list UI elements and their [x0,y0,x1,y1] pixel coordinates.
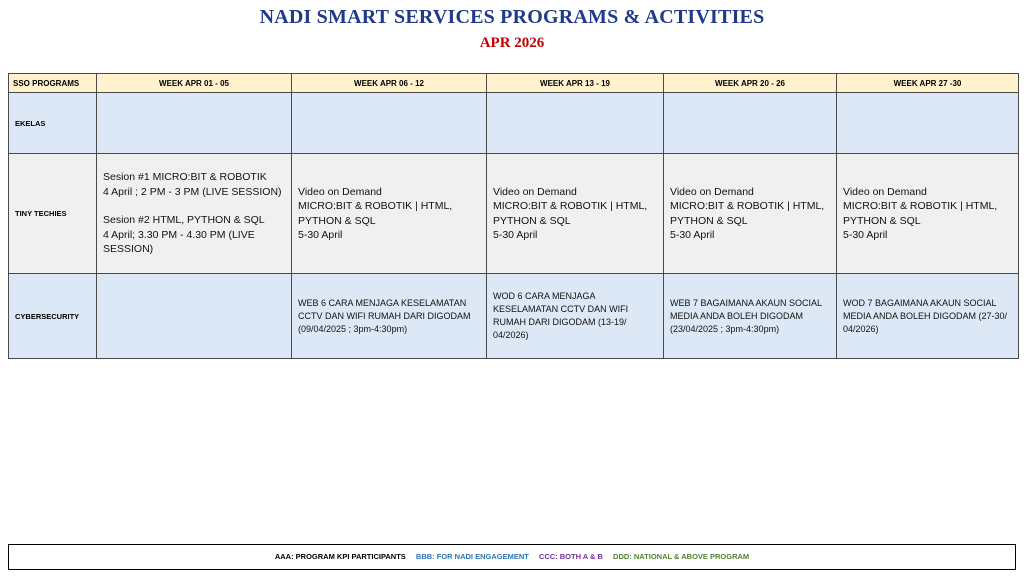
cell-line: MICRO:BIT & ROBOTIK | HTML, PYTHON & SQL [670,200,825,227]
cell-cybersecurity-week-2: WEB 6 CARA MENJAGA KESELAMATAN CCTV DAN WIFI RUMAH DARI DIGODAM (09/04/2025 ; 3pm-4:30pm) [292,274,487,359]
page-subtitle: APR 2026 [479,35,545,51]
header-programs: SSO PROGRAMS [9,74,97,93]
table-header-row [9,74,1019,93]
header-week-5: WEEK APR 27 -30 [837,74,1019,93]
legend-item-ddd: DDD: NATIONAL & ABOVE PROGRAM [613,552,750,561]
cell-cybersecurity-week-1 [97,274,292,359]
cell-line: Video on Demand [298,185,382,198]
cell-ekelas-week-4 [664,93,837,154]
header-week-4: WEEK APR 20 - 26 [664,74,837,93]
cell-line: 5-30 April [298,229,343,241]
program-cybersecurity: CYBERSECURITY [9,274,97,359]
table-row-cybersecurity [9,274,1019,359]
cell-line: 4 April ; 2 PM - 3 PM (LIVE SESSION) [103,185,282,198]
cell-line: Video on Demand [843,185,927,198]
legend-item-aaa: AAA: PROGRAM KPI PARTICIPANTS [274,552,406,561]
cell-line: Sesion #2 HTML, PYTHON & SQL [103,214,265,227]
cell-line: MICRO:BIT & ROBOTIK | HTML, PYTHON & SQL [298,200,453,227]
cell-line: MICRO:BIT & ROBOTIK | HTML, PYTHON & SQL [493,200,648,227]
cell-tiny-techies-week-2 [292,154,487,274]
cell-line: Video on Demand [670,185,754,198]
cell-ekelas-week-1 [97,93,292,154]
program-ekelas: EKELAS [9,93,97,154]
cell-cybersecurity-week-4: WEB 7 BAGAIMANA AKAUN SOCIAL MEDIA ANDA BOLEH DIGODAM (23/04/2025 ; 3pm-4:30pm) [664,274,837,359]
cell-gap [103,199,285,213]
cell-ekelas-week-5 [837,93,1019,154]
table-row-tiny-techies [9,154,1019,274]
cell-line: 5-30 April [843,229,888,241]
table-row-ekelas [9,93,1019,154]
cell-line: 5-30 April [493,229,538,241]
cell-tiny-techies-week-3 [487,154,664,274]
legend-item-ccc: CCC: BOTH A & B [538,552,603,561]
program-tiny-techies: TINY TECHIES [9,154,97,274]
legend-item-bbb: BBB: FOR NADI ENGAGEMENT [415,552,529,561]
cell-cybersecurity-week-5: WOD 7 BAGAIMANA AKAUN SOCIAL MEDIA ANDA BOLEH DIGODAM (27-30/ 04/2026) [837,274,1019,359]
cell-ekelas-week-3 [487,93,664,154]
page-title: NADI SMART SERVICES PROGRAMS & ACTIVITIES [259,6,765,28]
cell-ekelas-week-2 [292,93,487,154]
cell-line: Sesion #1 MICRO:BIT & ROBOTIK [103,171,267,184]
header-week-1: WEEK APR 01 - 05 [97,74,292,93]
cell-cybersecurity-week-3: WOD 6 CARA MENJAGA KESELAMATAN CCTV DAN WIFI RUMAH DARI DIGODAM (13-19/ 04/2026) [487,274,664,359]
legend-footer [8,544,1016,570]
cell-tiny-techies-week-4 [664,154,837,274]
cell-line: MICRO:BIT & ROBOTIK | HTML, PYTHON & SQL [843,200,998,227]
header-week-3: WEEK APR 13 - 19 [487,74,664,93]
cell-tiny-techies-week-5 [837,154,1019,274]
schedule-table [8,73,1019,359]
cell-tiny-techies-week-1 [97,154,292,274]
header-week-2: WEEK APR 06 - 12 [292,74,487,93]
cell-line: Video on Demand [493,185,577,198]
cell-line: 4 April; 3.30 PM - 4.30 PM (LIVE SESSION) [103,228,255,256]
cell-line: 5-30 April [670,229,715,241]
